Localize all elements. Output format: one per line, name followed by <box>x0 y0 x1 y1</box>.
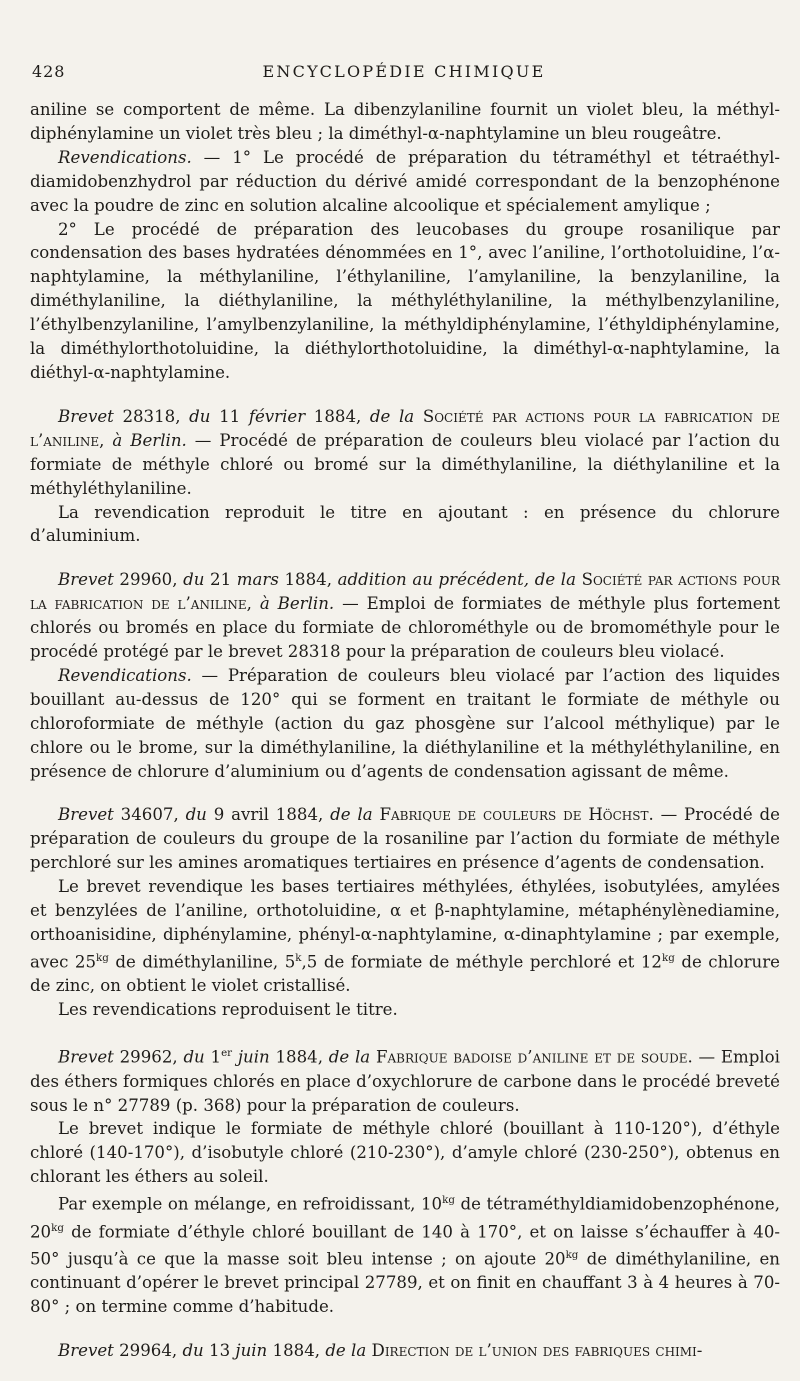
text-run: Le brevet revendique les bases tertiaires méthylées, éthylées, isobutylées, amylées et benzylées de l’aniline, orthotoluidine, α et β-naphtylamine, métaphénylènediamine, orthoanisidine, diphénylamine, phényl-α-naphtylamine, α-dinaphtylamine ; par exemple, avec 25 <box>30 877 780 972</box>
text-run: 11 <box>210 406 249 426</box>
paragraph-p5 <box>30 501 780 549</box>
text-run: Fabrique de couleurs de Höchst <box>379 805 649 825</box>
text-run: février <box>248 406 306 426</box>
paragraph-p10 <box>30 998 780 1022</box>
paragraph-p3 <box>30 218 780 385</box>
text-run: 1884, <box>305 406 370 426</box>
text-run: — Emploi de formiates de méthyle plus fortement chlorés ou bromés en place du formiate de chlorométhyle ou de bromométhyle pour le procédé protégé par le brevet 28318 pour la préparation de couleurs bleu violacé. <box>30 594 780 662</box>
text-run: du <box>189 406 211 426</box>
text-run: à Berlin. <box>112 430 187 450</box>
text-run: . — Emploi des éthers formiques chlorés en place d’oxychlorure de carbone dans le procédé breveté sous le n° 27789 (p. 368) pour la préparation de couleurs. <box>30 1047 780 1115</box>
text-run: de diméthylaniline, 5 <box>108 952 296 972</box>
text-run: La revendication reproduit le titre en ajoutant : en présence du chlorure d’aluminium. <box>30 502 780 546</box>
text-run: de la <box>369 406 415 426</box>
text-body <box>30 98 780 1363</box>
text-run: de la <box>330 805 373 825</box>
text-run: 29962, <box>113 1047 184 1067</box>
text-run: du <box>183 1047 205 1067</box>
paragraph-p11 <box>30 1042 780 1117</box>
text-run: de diméthylaniline, en continuant d’opérer le brevet principal 27789, et on finit en chauffant 3 à 4 heures à 70-80° ; on termine comme d’habitude. <box>30 1249 780 1317</box>
text-run: , <box>99 430 113 450</box>
text-run: 1884, <box>267 1341 326 1361</box>
text-run <box>414 407 423 426</box>
text-run: du <box>183 570 205 590</box>
paragraph-p6 <box>30 568 780 664</box>
text-run: 29960, <box>113 570 184 590</box>
text-run: 2° Le procédé de préparation des leucobases du groupe rosanilique par condensation des bases hydratées dénommées en 1°, avec l’aniline, l’orthotoluidine, l’α-naphtylamine, la méthylaniline, l’éthylaniline, l’amylaniline, la benzylaniline, la diméthylaniline, la diéthylaniline, la méthyléthylaniline, la méthylbenzylaniline, l’éthylbenzylaniline, l’amylbenzylaniline, la méthyldiphénylamine, l’éthyldiphénylamine, la diméthylorthotoluidine, la diéthylorthotoluidine, la diméthyl-α-naphtylamine, la diéthyl-α-naphtylamine. <box>30 219 780 382</box>
text-run: juin <box>237 1047 270 1067</box>
text-run: . — Procédé de préparation de couleurs du groupe de la rosaniline par l’action du formiate de méthyle perchloré sur les amines aromatiques tertiaires en présence d’agents de condensation. <box>30 805 780 873</box>
text-run: Direction de l’union des fabriques chimi- <box>371 1341 703 1361</box>
text-run: de tétraméthyldiamidobenzophénone, 20 <box>30 1194 780 1242</box>
text-run: kg <box>96 951 109 964</box>
paragraph-p12 <box>30 1117 780 1189</box>
text-run: 28318, <box>113 406 190 426</box>
text-run: Par exemple on mélange, en refroidissant, 10 <box>58 1194 443 1214</box>
text-run: 34607, <box>113 805 186 825</box>
text-run: 29964, <box>113 1341 183 1361</box>
text-run: aniline se comportent de même. La dibenzylaniline fournit un violet bleu, la méthyl-diphénylamine un violet très bleu ; la diméthyl-α-naphtylamine un bleu rougeâtre. <box>30 100 780 143</box>
text-run: du <box>185 805 207 825</box>
text-run: — Préparation de couleurs bleu violacé par l’action des liquides bouillant au-dessus de 120° qui se forment en traitant le formiate de méthyle ou chloroformiate de méthyle (action du gaz phosgène sur l’alcool méthylique) par le chlore ou le brome, sur la diméthylaniline, la diéthylaniline et la méthyléthylaniline, en présence de chlorure d’aluminium ou d’agents de condensation agissant de même. <box>30 665 780 781</box>
text-run: mars <box>236 570 279 590</box>
page-number: 428 <box>32 62 66 81</box>
text-run: 13 <box>203 1341 236 1361</box>
paragraph-p9 <box>30 875 780 998</box>
text-run: 1884, <box>269 1047 329 1067</box>
text-run: kg <box>565 1249 579 1261</box>
text-run: de la <box>328 1047 371 1067</box>
text-run: 21 <box>204 570 237 590</box>
text-run: du <box>182 1341 204 1361</box>
paragraph-p7 <box>30 664 780 784</box>
paragraph-p4 <box>30 405 780 501</box>
text-run: de chlorure de zinc, on obtient le violet cristallisé. <box>30 952 780 996</box>
text-run: Brevet <box>58 805 114 825</box>
text-run: Brevet <box>58 570 114 590</box>
text-run: juin <box>235 1341 268 1361</box>
paragraph-p8 <box>30 803 780 875</box>
text-run: à Berlin. <box>259 594 335 614</box>
running-title: ENCYCLOPÉDIE CHIMIQUE <box>262 62 546 81</box>
text-run: 9 avril 1884, <box>206 805 331 825</box>
text-run: ,5 de formiate de méthyle perchloré et 12 <box>301 952 662 972</box>
text-run: 1 <box>204 1047 222 1067</box>
text-run: er <box>221 1047 233 1060</box>
text-run: Revendications. <box>58 147 192 167</box>
text-run: Le brevet indique le formiate de méthyle chloré (bouillant à 110-120°), d’éthyle chloré (140-170°), d’isobutyle chloré (210-230°), d’amyle chloré (230-250°), obtenus en chlorant les éthers au soleil. <box>30 1119 780 1187</box>
text-run: Les revendications reproduisent le titre. <box>58 1000 398 1020</box>
text-run: Société par actions pour la fabrication de l’aniline <box>30 406 780 450</box>
paragraph-p14 <box>30 1339 780 1363</box>
paragraph-p1 <box>30 98 780 146</box>
text-run: kg <box>442 1194 455 1207</box>
text-run: kg <box>661 951 675 964</box>
text-run: Société par actions pour la fabrication de l’aniline <box>30 570 780 614</box>
text-run: de formiate d’éthyle chloré bouillant de 140 à 170°, et on laisse s’échauffer à 40-50° jusqu’à ce que la masse soit bleu intense ; on ajoute 20 <box>30 1222 780 1269</box>
text-run: Fabrique badoise d’aniline et de soude <box>375 1047 688 1067</box>
text-run: Revendications. <box>58 665 192 685</box>
text-run: — Procédé de préparation de couleurs bleu violacé par l’action du formiate de méthyle chloré ou bromé sur la diméthylaniline, la diéthylaniline et la méthyléthylaniline. <box>30 430 780 498</box>
text-run: de la <box>325 1341 367 1361</box>
page-header <box>30 62 778 84</box>
paragraph-p2 <box>30 146 780 218</box>
text-run: k <box>295 951 302 964</box>
text-run: Brevet <box>58 1047 114 1067</box>
text-run: Brevet <box>58 1341 114 1361</box>
text-run: addition au précédent, de la <box>337 570 576 590</box>
text-run: , <box>246 594 260 614</box>
text-run: kg <box>51 1221 64 1234</box>
paragraph-p13 <box>30 1189 780 1319</box>
text-run: — 1° Le procédé de préparation du tétraméthyl et tétraéthyl-diamidobenzhydrol par réduction du dérivé amidé correspondant de la benzophénone avec la poudre de zinc en solution alcaline alcoolique et spécialement amylique ; <box>30 147 780 215</box>
text-run: Brevet <box>58 406 114 426</box>
text-run: 1884, <box>278 570 338 590</box>
